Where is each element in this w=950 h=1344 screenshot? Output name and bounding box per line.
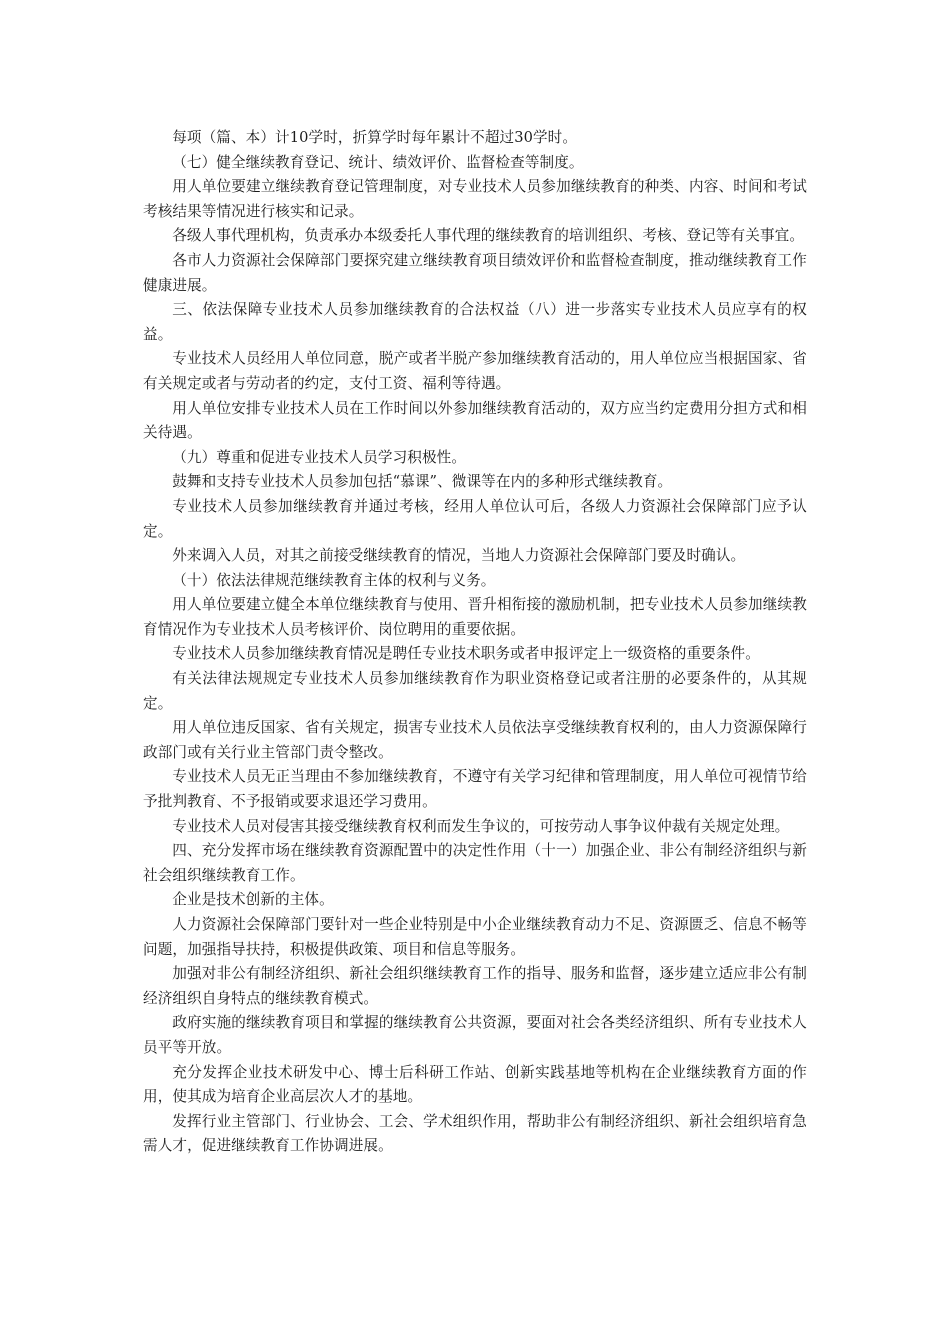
paragraph: 专业技术人员对侵害其接受继续教育权利而发生争议的，可按劳动人事争议仲裁有关规定处理。: [172, 817, 790, 835]
section-heading: （九）尊重和促进专业技术人员学习积极性。: [172, 448, 467, 466]
paragraph: 外来调入人员，对其之前接受继续教育的情况，当地人力资源社会保障部门要及时确认。: [172, 547, 746, 565]
section-heading: （七）健全继续教育登记、统计、绩效评价、监督检查等制度。: [172, 153, 584, 171]
paragraph: 用人单位要建立继续教育登记管理制度，对专业技术人员参加继续教育的种类、内容、时间和考试考核结果等情况进行核实和记录。: [143, 178, 807, 220]
paragraph: 鼓舞和支持专业技术人员参加包括“慕课”、微课等在内的多种形式继续教育。: [172, 473, 673, 491]
paragraph: 各市人力资源社会保障部门要探究建立继续教育项目绩效评价和监督检查制度，推动继续教育工作健康进展。: [143, 251, 807, 294]
paragraph: 充分发挥企业技术研发中心、博士后科研工作站、创新实践基地等机构在企业继续教育方面的作用，使其成为培育企业高层次人才的基地。: [143, 1063, 807, 1106]
paragraph: 专业技术人员参加继续教育并通过考核，经用人单位认可后，各级人力资源社会保障部门应予认定。: [143, 497, 807, 540]
paragraph: 发挥行业主管部门、行业协会、工会、学术组织作用，帮助非公有制经济组织、新社会组织培育急需人才，促进继续教育工作协调进展。: [143, 1112, 807, 1155]
section-heading: 四、充分发挥市场在继续教育资源配置中的决定性作用（十一）加强企业、非公有制经济组织与新社会组织继续教育工作。: [143, 842, 807, 884]
section-heading: 三、依法保障专业技术人员参加继续教育的合法权益（八）进一步落实专业技术人员应享有的权益。: [143, 301, 807, 343]
paragraph: 人力资源社会保障部门要针对一些企业特别是中小企业继续教育动力不足、资源匮乏、信息不畅等问题，加强指导扶持，积极提供政策、项目和信息等服务。: [143, 916, 807, 958]
paragraph: 专业技术人员经用人单位同意，脱产或者半脱产参加继续教育活动的，用人单位应当根据国家、省有关规定或者与劳动者的约定，支付工资、福利等待遇。: [143, 350, 807, 392]
paragraph: 用人单位安排专业技术人员在工作时间以外参加继续教育活动的，双方应当约定费用分担方式和相关待遇。: [143, 399, 807, 442]
paragraph: 加强对非公有制经济组织、新社会组织继续教育工作的指导、服务和监督，逐步建立适应非公有制经济组织自身特点的继续教育模式。: [143, 965, 807, 1007]
paragraph: 各级人事代理机构，负责承办本级委托人事代理的继续教育的培训组织、考核、登记等有关事宜。: [172, 227, 805, 245]
paragraph: 企业是技术创新的主体。: [172, 891, 334, 909]
section-heading: （十）依法法律规范继续教育主体的权利与义务。: [172, 571, 496, 589]
paragraph: 用人单位违反国家、省有关规定，损害专业技术人员依法享受继续教育权利的，由人力资源保障行政部门或有关行业主管部门责令整改。: [143, 719, 807, 761]
paragraph: 用人单位要建立健全本单位继续教育与使用、晋升相衔接的激励机制，把专业技术人员参加继续教育情况作为专业技术人员考核评价、岗位聘用的重要依据。: [143, 596, 807, 638]
paragraph: 有关法律法规规定专业技术人员参加继续教育作为职业资格登记或者注册的必要条件的，从其规定。: [143, 670, 807, 712]
paragraph: 政府实施的继续教育项目和掌握的继续教育公共资源，要面对社会各类经济组织、所有专业技术人员平等开放。: [143, 1014, 807, 1056]
paragraph: 每项（篇、本）计10学时，折算学时每年累计不超过30学时。: [172, 129, 578, 146]
paragraph: 专业技术人员参加继续教育情况是聘任专业技术职务或者申报评定上一级资格的重要条件。: [172, 645, 760, 663]
document-body: [143, 126, 807, 1159]
paragraph: 专业技术人员无正当理由不参加继续教育，不遵守有关学习纪律和管理制度，用人单位可视情节给予批判教育、不予报销或要求退还学习费用。: [143, 768, 807, 811]
